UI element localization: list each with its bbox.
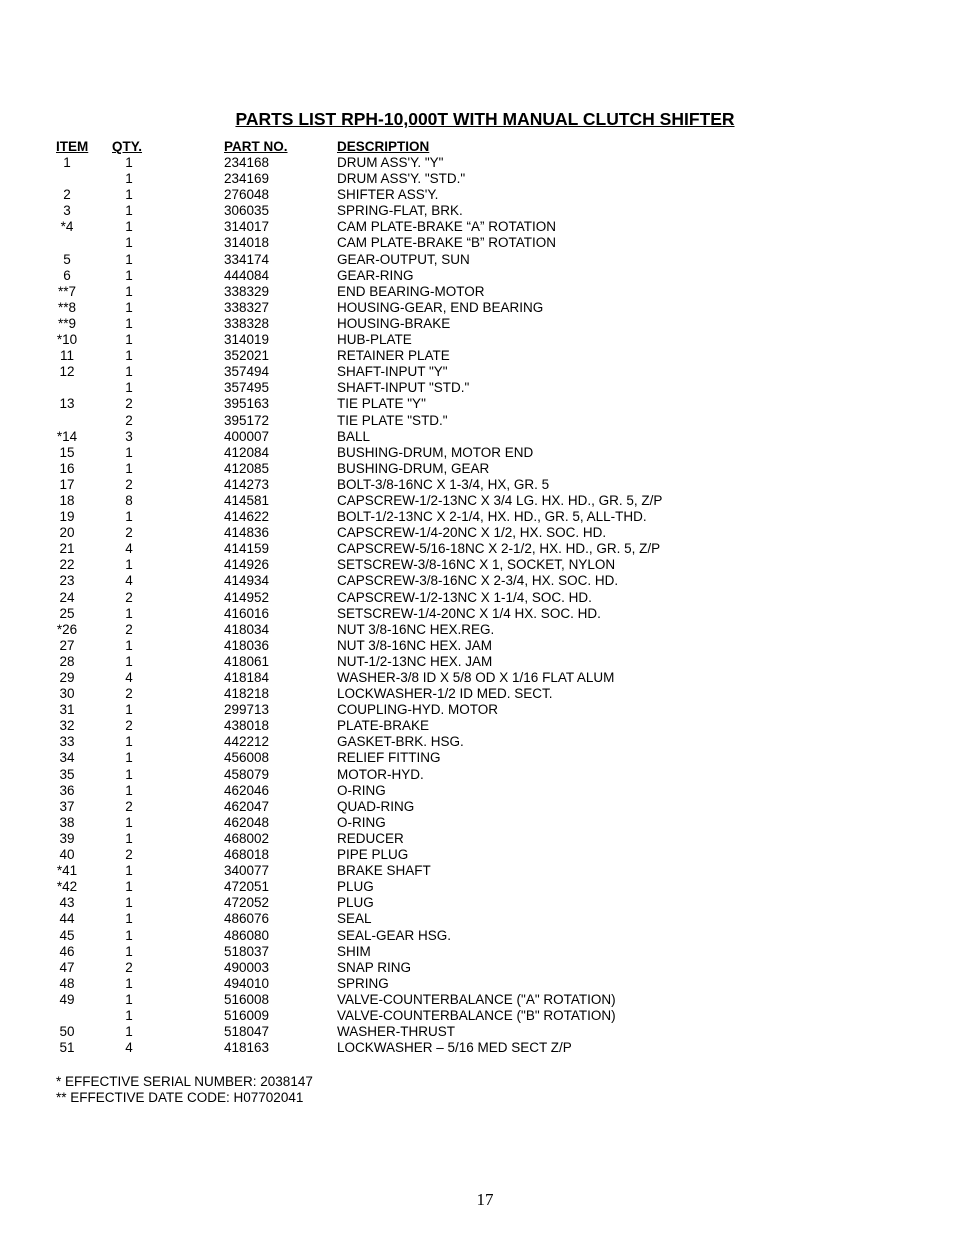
- table-row: [0, 992, 954, 1008]
- description-cell: TIE PLATE "STD.": [337, 412, 448, 428]
- qty-cell: 1: [125, 814, 133, 830]
- item-cell: 16: [59, 460, 75, 476]
- qty-cell: 4: [125, 573, 133, 589]
- footnote-serial: * EFFECTIVE SERIAL NUMBER: 2038147: [56, 1074, 313, 1089]
- parts-table: [0, 155, 954, 1056]
- table-row: [0, 670, 954, 686]
- table-row: [0, 928, 954, 944]
- part-number-cell: 458079: [224, 766, 270, 782]
- item-cell: 49: [59, 991, 75, 1007]
- part-number-cell: 357494: [224, 364, 270, 380]
- description-cell: SETSCREW-1/4-20NC X 1/4 HX. SOC. HD.: [337, 605, 601, 621]
- item-cell: 6: [63, 267, 71, 283]
- qty-cell: 1: [125, 219, 133, 235]
- table-row: [0, 300, 954, 316]
- item-cell: 36: [59, 782, 75, 798]
- qty-cell: 1: [125, 1024, 133, 1040]
- description-cell: PIPE PLUG: [337, 847, 409, 863]
- table-row: [0, 525, 954, 541]
- description-cell: PLUG: [337, 879, 374, 895]
- item-cell: 34: [59, 750, 75, 766]
- item-cell: 30: [59, 686, 75, 702]
- qty-cell: 1: [125, 251, 133, 267]
- qty-cell: 1: [125, 782, 133, 798]
- item-cell: 47: [59, 959, 75, 975]
- qty-cell: 1: [125, 605, 133, 621]
- part-number-cell: 490003: [224, 959, 270, 975]
- part-number-cell: 516008: [224, 991, 270, 1007]
- description-cell: BOLT-1/2-13NC X 2-1/4, HX. HD., GR. 5, ALL-THD.: [337, 509, 647, 525]
- part-number-cell: 472051: [224, 879, 270, 895]
- part-number-cell: 414926: [224, 557, 270, 573]
- item-cell: *4: [60, 219, 74, 235]
- description-cell: CAM PLATE-BRAKE “A” ROTATION: [337, 219, 557, 235]
- item-cell: 33: [59, 734, 75, 750]
- item-cell: *14: [56, 428, 78, 444]
- part-number-cell: 314017: [224, 219, 270, 235]
- part-number-cell: 314019: [224, 332, 270, 348]
- table-row: [0, 284, 954, 300]
- item-cell: 5: [63, 251, 71, 267]
- table-row: [0, 750, 954, 766]
- description-cell: HOUSING-GEAR, END BEARING: [337, 299, 544, 315]
- item-cell: 23: [59, 573, 75, 589]
- qty-cell: 1: [125, 187, 133, 203]
- table-row: [0, 477, 954, 493]
- part-number-cell: 306035: [224, 203, 270, 219]
- description-cell: VALVE-COUNTERBALANCE ("A" ROTATION): [337, 991, 616, 1007]
- qty-cell: 1: [125, 267, 133, 283]
- item-cell: 2: [63, 187, 71, 203]
- description-cell: VALVE-COUNTERBALANCE ("B" ROTATION): [337, 1007, 616, 1023]
- part-number-cell: 314018: [224, 235, 270, 251]
- table-row: [0, 718, 954, 734]
- qty-cell: 4: [125, 1040, 133, 1056]
- column-header-qty: QTY.: [112, 139, 143, 154]
- table-row: [0, 976, 954, 992]
- qty-cell: 1: [125, 734, 133, 750]
- table-row: [0, 767, 954, 783]
- description-cell: END BEARING-MOTOR: [337, 283, 485, 299]
- item-cell: 45: [59, 927, 75, 943]
- part-number-cell: 276048: [224, 187, 270, 203]
- part-number-cell: 418034: [224, 621, 270, 637]
- item-cell: 39: [59, 830, 75, 846]
- item-cell: 43: [59, 895, 75, 911]
- table-row: [0, 348, 954, 364]
- description-cell: QUAD-RING: [337, 798, 415, 814]
- qty-cell: 1: [125, 766, 133, 782]
- table-row: [0, 219, 954, 235]
- table-row: [0, 380, 954, 396]
- qty-cell: 1: [125, 895, 133, 911]
- description-cell: NUT 3/8-16NC HEX. JAM: [337, 637, 493, 653]
- qty-cell: 4: [125, 541, 133, 557]
- description-cell: CAPSCREW-3/8-16NC X 2-3/4, HX. SOC. HD.: [337, 573, 619, 589]
- description-cell: O-RING: [337, 782, 386, 798]
- qty-cell: 1: [125, 653, 133, 669]
- part-number-cell: 400007: [224, 428, 270, 444]
- table-row: [0, 364, 954, 380]
- part-number-cell: 418184: [224, 670, 270, 685]
- description-cell: REDUCER: [337, 830, 404, 846]
- table-row: [0, 509, 954, 525]
- table-row: [0, 606, 954, 622]
- description-cell: SHIM: [337, 943, 371, 959]
- table-row: [0, 396, 954, 412]
- item-cell: 15: [59, 444, 75, 460]
- qty-cell: 1: [125, 460, 133, 476]
- part-number-cell: 414581: [224, 492, 270, 508]
- qty-cell: 1: [125, 750, 133, 766]
- item-cell: *26: [56, 621, 78, 637]
- description-cell: DRUM ASS'Y. "STD.": [337, 171, 466, 187]
- description-cell: WASHER-THRUST: [337, 1024, 455, 1040]
- description-cell: LOCKWASHER – 5/16 MED SECT Z/P: [337, 1040, 572, 1056]
- qty-cell: 1: [125, 155, 133, 170]
- qty-cell: 2: [125, 959, 133, 975]
- table-row: [0, 429, 954, 445]
- part-number-cell: 338328: [224, 315, 270, 331]
- item-cell: 1: [63, 155, 71, 170]
- description-cell: BRAKE SHAFT: [337, 863, 431, 879]
- part-number-cell: 486076: [224, 911, 270, 927]
- table-row: [0, 702, 954, 718]
- qty-cell: 1: [125, 975, 133, 991]
- description-cell: BALL: [337, 428, 371, 444]
- qty-cell: 1: [125, 171, 133, 187]
- qty-cell: 1: [125, 863, 133, 879]
- qty-cell: 1: [125, 509, 133, 525]
- part-number-cell: 412085: [224, 460, 270, 476]
- item-cell: 11: [59, 348, 74, 364]
- qty-cell: 1: [125, 991, 133, 1007]
- part-number-cell: 234168: [224, 155, 270, 170]
- item-cell: 46: [59, 943, 75, 959]
- page-title: PARTS LIST RPH-10,000T WITH MANUAL CLUTCH SHIFTER: [235, 109, 735, 129]
- qty-cell: 1: [125, 702, 133, 718]
- column-header-description: DESCRIPTION: [337, 139, 430, 154]
- item-cell: 12: [59, 364, 75, 380]
- item-cell: **9: [57, 315, 76, 331]
- qty-cell: 3: [125, 428, 133, 444]
- item-cell: 48: [59, 975, 75, 991]
- description-cell: SPRING: [337, 975, 389, 991]
- description-cell: CAPSCREW-5/16-18NC X 2-1/2, HX. HD., GR. 5, Z/P: [337, 541, 661, 557]
- item-cell: 27: [59, 637, 75, 653]
- part-number-cell: 395163: [224, 396, 270, 412]
- part-number-cell: 462048: [224, 814, 270, 830]
- part-number-cell: 338327: [224, 299, 270, 315]
- table-row: [0, 638, 954, 654]
- item-cell: 44: [59, 911, 75, 927]
- part-number-cell: 414273: [224, 476, 270, 492]
- table-row: [0, 268, 954, 284]
- item-cell: **7: [57, 283, 76, 299]
- qty-cell: 2: [125, 686, 133, 702]
- item-cell: 19: [59, 509, 75, 525]
- part-number-cell: 338329: [224, 283, 270, 299]
- item-cell: *10: [56, 332, 78, 348]
- qty-cell: 1: [125, 332, 133, 348]
- part-number-cell: 414952: [224, 589, 270, 605]
- part-number-cell: 414836: [224, 525, 270, 541]
- item-cell: 40: [59, 847, 75, 863]
- description-cell: SHAFT-INPUT "STD.": [337, 380, 470, 396]
- page-number: 17: [476, 1190, 494, 1209]
- table-row: [0, 799, 954, 815]
- item-cell: 35: [59, 766, 75, 782]
- qty-cell: 1: [125, 315, 133, 331]
- table-row: [0, 960, 954, 976]
- qty-cell: 1: [125, 637, 133, 653]
- qty-cell: 2: [125, 798, 133, 814]
- qty-cell: 1: [125, 1007, 133, 1023]
- part-number-cell: 357495: [224, 380, 270, 396]
- qty-cell: 1: [125, 927, 133, 943]
- part-number-cell: 468018: [224, 847, 270, 863]
- table-row: [0, 252, 954, 268]
- table-row: [0, 1024, 954, 1040]
- item-cell: **8: [57, 299, 76, 315]
- description-cell: BOLT-3/8-16NC X 1-3/4, HX, GR. 5: [337, 476, 550, 492]
- description-cell: DRUM ASS'Y. "Y": [337, 155, 444, 170]
- description-cell: LOCKWASHER-1/2 ID MED. SECT.: [337, 686, 553, 702]
- part-number-cell: 412084: [224, 444, 270, 460]
- description-cell: HUB-PLATE: [337, 332, 412, 348]
- table-row: [0, 895, 954, 911]
- table-row: [0, 944, 954, 960]
- part-number-cell: 340077: [224, 863, 270, 879]
- qty-cell: 1: [125, 364, 133, 380]
- table-row: [0, 590, 954, 606]
- part-number-cell: 486080: [224, 927, 270, 943]
- table-row: [0, 734, 954, 750]
- description-cell: HOUSING-BRAKE: [337, 315, 451, 331]
- footnotes: [56, 1074, 313, 1106]
- table-row: [0, 316, 954, 332]
- part-number-cell: 518037: [224, 943, 270, 959]
- table-row: [0, 203, 954, 219]
- item-cell: 18: [59, 492, 75, 508]
- description-cell: SEAL-GEAR HSG.: [337, 927, 452, 943]
- part-number-cell: 299713: [224, 702, 270, 718]
- qty-cell: 1: [125, 830, 133, 846]
- description-cell: SHAFT-INPUT "Y": [337, 364, 448, 380]
- qty-cell: 2: [125, 412, 133, 428]
- description-cell: SETSCREW-3/8-16NC X 1, SOCKET, NYLON: [337, 557, 616, 573]
- part-number-cell: 414934: [224, 573, 270, 589]
- part-number-cell: 418061: [224, 653, 270, 669]
- item-cell: 3: [63, 203, 71, 219]
- description-cell: NUT-1/2-13NC HEX. JAM: [337, 653, 493, 669]
- description-cell: CAPSCREW-1/2-13NC X 1-1/4, SOC. HD.: [337, 589, 592, 605]
- qty-cell: 1: [125, 380, 133, 396]
- qty-cell: 1: [125, 444, 133, 460]
- item-cell: 22: [59, 557, 75, 573]
- table-row: [0, 445, 954, 461]
- qty-cell: 1: [125, 348, 133, 364]
- table-row: [0, 654, 954, 670]
- description-cell: SPRING-FLAT, BRK.: [337, 203, 463, 219]
- table-row: [0, 831, 954, 847]
- qty-cell: 2: [125, 396, 133, 412]
- description-cell: TIE PLATE "Y": [337, 396, 426, 412]
- description-cell: CAPSCREW-1/2-13NC X 3/4 LG. HX. HD., GR. 5, Z/P: [337, 492, 663, 508]
- table-row: [0, 155, 954, 171]
- part-number-cell: 468002: [224, 830, 270, 846]
- qty-cell: 1: [125, 911, 133, 927]
- table-row: [0, 461, 954, 477]
- part-number-cell: 352021: [224, 348, 270, 364]
- description-cell: SEAL: [337, 911, 372, 927]
- table-row: [0, 413, 954, 429]
- qty-cell: 1: [125, 557, 133, 573]
- column-header-item: ITEM: [56, 139, 89, 154]
- description-cell: NUT 3/8-16NC HEX.REG.: [337, 621, 495, 637]
- item-cell: 20: [59, 525, 75, 541]
- description-cell: CAM PLATE-BRAKE “B” ROTATION: [337, 235, 557, 251]
- part-number-cell: 444084: [224, 267, 270, 283]
- footnote-date-code: ** EFFECTIVE DATE CODE: H07702041: [56, 1090, 304, 1105]
- part-number-cell: 518047: [224, 1024, 270, 1040]
- table-row: [0, 1040, 954, 1056]
- table-row: [0, 493, 954, 509]
- part-number-cell: 416016: [224, 605, 270, 621]
- table-row: [0, 171, 954, 187]
- table-row: [0, 879, 954, 895]
- item-cell: 31: [59, 702, 75, 718]
- table-row: [0, 863, 954, 879]
- qty-cell: 1: [125, 299, 133, 315]
- description-cell: BUSHING-DRUM, GEAR: [337, 460, 490, 476]
- item-cell: 37: [59, 798, 75, 814]
- table-row: [0, 911, 954, 927]
- description-cell: BUSHING-DRUM, MOTOR END: [337, 444, 534, 460]
- table-row: [0, 332, 954, 348]
- table-row: [0, 187, 954, 203]
- part-number-cell: 462047: [224, 798, 270, 814]
- qty-cell: 2: [125, 525, 133, 541]
- description-cell: GASKET-BRK. HSG.: [337, 734, 464, 750]
- qty-cell: 2: [125, 589, 133, 605]
- part-number-cell: 414159: [224, 541, 270, 557]
- description-cell: SHIFTER ASS'Y.: [337, 187, 439, 203]
- qty-cell: 1: [125, 235, 133, 251]
- item-cell: 51: [59, 1040, 75, 1056]
- column-header-part-no: PART NO.: [224, 139, 288, 154]
- description-cell: O-RING: [337, 814, 386, 830]
- table-row: [0, 622, 954, 638]
- description-cell: PLUG: [337, 895, 374, 911]
- item-cell: *42: [56, 879, 78, 895]
- description-cell: SNAP RING: [337, 959, 412, 975]
- table-row: [0, 847, 954, 863]
- part-number-cell: 418218: [224, 686, 270, 702]
- description-cell: CAPSCREW-1/4-20NC X 1/2, HX. SOC. HD.: [337, 525, 607, 541]
- table-row: [0, 235, 954, 251]
- qty-cell: 2: [125, 476, 133, 492]
- qty-cell: 1: [125, 879, 133, 895]
- part-number-cell: 456008: [224, 750, 270, 766]
- qty-cell: 4: [125, 670, 133, 685]
- item-cell: 17: [59, 476, 75, 492]
- part-number-cell: 334174: [224, 251, 270, 267]
- item-cell: *41: [56, 863, 78, 879]
- part-number-cell: 442212: [224, 734, 270, 750]
- description-cell: PLATE-BRAKE: [337, 718, 430, 734]
- item-cell: 25: [59, 605, 75, 621]
- description-cell: RELIEF FITTING: [337, 750, 441, 766]
- item-cell: 32: [59, 718, 75, 734]
- description-cell: MOTOR-HYD.: [337, 766, 424, 782]
- table-row: [0, 573, 954, 589]
- part-number-cell: 418163: [224, 1040, 270, 1056]
- part-number-cell: 395172: [224, 412, 270, 428]
- part-number-cell: 418036: [224, 637, 270, 653]
- qty-cell: 1: [125, 943, 133, 959]
- part-number-cell: 462046: [224, 782, 270, 798]
- item-cell: 29: [59, 670, 75, 685]
- item-cell: 38: [59, 814, 75, 830]
- part-number-cell: 414622: [224, 509, 270, 525]
- item-cell: 13: [59, 396, 75, 412]
- table-row: [0, 1008, 954, 1024]
- table-row: [0, 686, 954, 702]
- part-number-cell: 438018: [224, 718, 270, 734]
- item-cell: 24: [59, 589, 75, 605]
- table-row: [0, 815, 954, 831]
- qty-cell: 2: [125, 621, 133, 637]
- table-row: [0, 541, 954, 557]
- item-cell: 28: [59, 653, 75, 669]
- table-row: [0, 557, 954, 573]
- qty-cell: 2: [125, 718, 133, 734]
- qty-cell: 1: [125, 203, 133, 219]
- description-cell: WASHER-3/8 ID X 5/8 OD X 1/16 FLAT ALUM: [337, 670, 615, 685]
- part-number-cell: 472052: [224, 895, 270, 911]
- description-cell: COUPLING-HYD. MOTOR: [337, 702, 499, 718]
- part-number-cell: 494010: [224, 975, 270, 991]
- item-cell: 21: [59, 541, 75, 557]
- description-cell: GEAR-RING: [337, 267, 414, 283]
- description-cell: GEAR-OUTPUT, SUN: [337, 251, 470, 267]
- table-row: [0, 783, 954, 799]
- part-number-cell: 516009: [224, 1007, 270, 1023]
- part-number-cell: 234169: [224, 171, 270, 187]
- qty-cell: 8: [125, 492, 133, 508]
- qty-cell: 2: [125, 847, 133, 863]
- description-cell: RETAINER PLATE: [337, 348, 450, 364]
- item-cell: 50: [59, 1024, 75, 1040]
- qty-cell: 1: [125, 283, 133, 299]
